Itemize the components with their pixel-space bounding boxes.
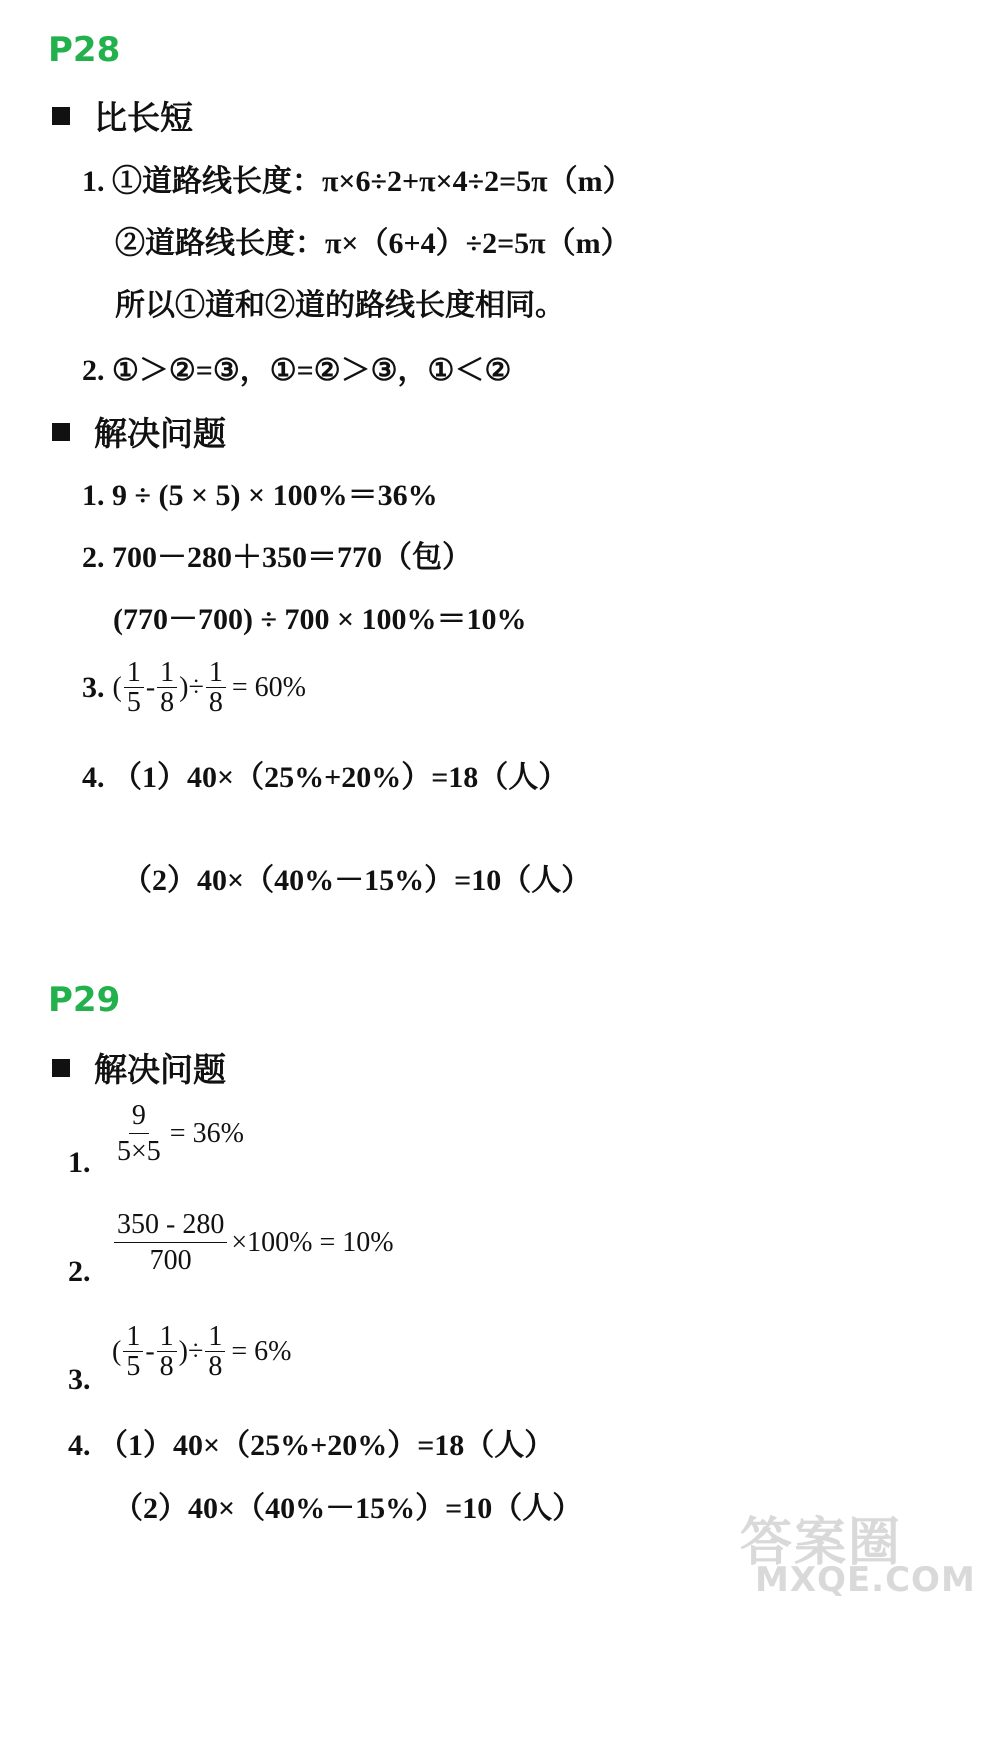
minus-sign: - [145, 1335, 155, 1367]
close-paren-divide: )÷ [179, 671, 204, 703]
p28-s2-q3 [82, 658, 306, 718]
question-number: 1. [68, 1146, 91, 1179]
numerator: 350 - 280 [114, 1207, 227, 1243]
p28-q1-line3: 所以①道和②道的路线长度相同。 [115, 289, 565, 322]
open-paren: ( [112, 1335, 122, 1367]
fraction [205, 1322, 225, 1382]
result: = 36% [169, 1117, 244, 1149]
watermark-logo: 答案圈 [740, 1513, 903, 1573]
page-label-p29: P29 [48, 980, 121, 1020]
denominator: 8 [208, 687, 223, 719]
result: = 6% [231, 1335, 292, 1367]
fraction [157, 658, 177, 718]
square-bullet-icon [52, 423, 70, 441]
numerator: 1 [205, 1322, 225, 1352]
numerator: 9 [129, 1098, 149, 1134]
numerator: 1 [157, 1322, 177, 1352]
p28-s2-q2-line1: 2. 700－280＋350＝770（包） [82, 541, 472, 574]
square-bullet-icon [52, 1059, 70, 1077]
numerator: 1 [206, 658, 226, 688]
p29-q4-line2: （2）40×（40%－15%）=10（人） [113, 1492, 583, 1525]
denominator: 5 [126, 1351, 141, 1383]
denominator: 8 [160, 687, 175, 719]
denominator: 5×5 [117, 1136, 161, 1167]
fraction [157, 1322, 177, 1382]
p28-s2-q4-line2: （2）40×（40%－15%）=10（人） [122, 864, 592, 897]
p28-s2-q1: 1. 9 ÷ (5 × 5) × 100%＝36% [82, 479, 438, 512]
numerator: 1 [123, 1322, 143, 1352]
close-paren-divide: )÷ [178, 1335, 204, 1367]
p28-s2-q2-line2: (770－700) ÷ 700 × 100%＝10% [113, 603, 527, 636]
result: = 60% [231, 671, 306, 703]
fraction [206, 658, 226, 718]
page-label-p28: P28 [48, 30, 121, 70]
p28-q1-line1: 1. ①道路线长度：π×6÷2+π×4÷2=5π（m） [82, 165, 633, 198]
section-title: 解决问题 [94, 1050, 226, 1089]
question-number: 3. [68, 1363, 91, 1396]
question-number: 2. [68, 1255, 91, 1288]
numerator: 1 [124, 658, 144, 688]
fraction [114, 1098, 164, 1169]
numerator: 1 [157, 658, 177, 688]
fraction [124, 658, 144, 718]
open-paren: ( [112, 671, 122, 703]
question-number: 3. [82, 670, 105, 704]
denominator: 700 [149, 1245, 192, 1276]
section-heading-compare-lengths [52, 92, 193, 139]
p28-q1-line2: ②道路线长度：π×（6+4）÷2=5π（m） [115, 227, 631, 260]
fraction [123, 1322, 143, 1382]
p29-q2-formula [112, 1207, 394, 1278]
section-heading-solve-problems [52, 408, 226, 455]
denominator: 5 [126, 687, 141, 719]
p29-q4-line1: 4. （1）40×（25%+20%）=18（人） [68, 1429, 555, 1462]
p28-q2-line: 2. ①＞②=③，①=②＞③，①＜② [82, 354, 512, 387]
watermark-url: MXQE.COM [755, 1560, 976, 1600]
section-heading-solve-problems-p29 [52, 1044, 226, 1091]
fraction [114, 1207, 227, 1278]
square-bullet-icon [52, 107, 70, 125]
p28-s2-q4-line1: 4. （1）40×（25%+20%）=18（人） [82, 761, 569, 794]
result: ×100% = 10% [231, 1226, 394, 1258]
p29-q1-formula [112, 1098, 244, 1169]
denominator: 8 [159, 1351, 174, 1383]
denominator: 8 [208, 1351, 223, 1383]
minus-sign: - [145, 671, 156, 703]
section-title: 比长短 [94, 98, 193, 137]
section-title: 解决问题 [94, 414, 226, 453]
p29-q3-formula [112, 1322, 291, 1382]
